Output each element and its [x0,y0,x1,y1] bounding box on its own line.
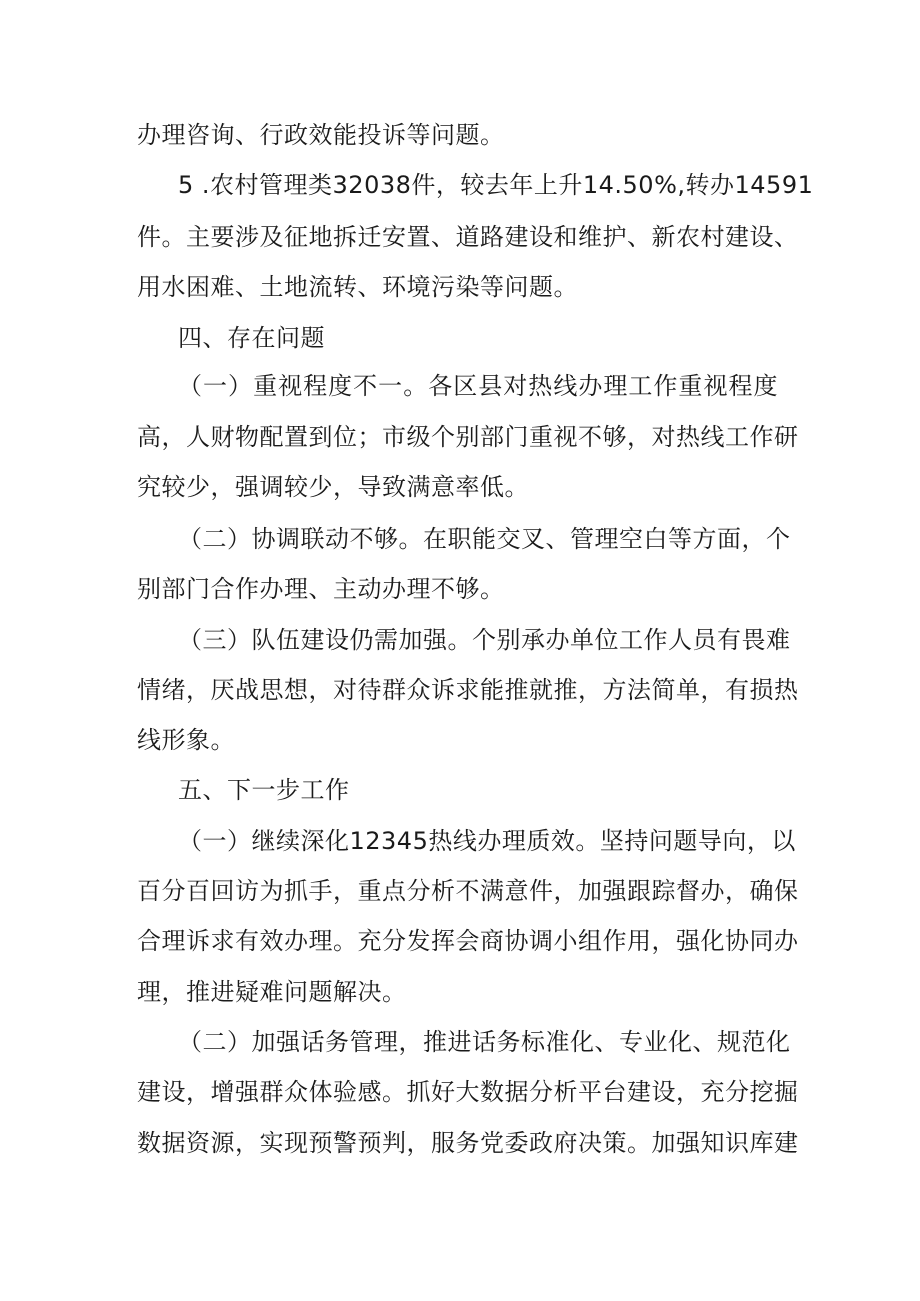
text-line: 高，人财物配置到位；市级个别部门重视不够，对热线工作研 [137,423,799,451]
text-line: （三）队伍建设仍需加强。个别承办单位工作人员有畏难 [178,626,791,654]
text-line: 用水困难、土地流转、环境污染等问题。 [137,273,578,301]
text-line: （一）继续深化12345热线办理质效。坚持问题导向，以 [178,827,796,855]
text-line: 线形象。 [137,726,235,754]
text-line: 合理诉求有效办理。充分发挥会商协调小组作用，强化协同办 [137,927,799,955]
text-line: 别部门合作办理、主动办理不够。 [137,575,505,603]
text-line: 百分百回访为抓手，重点分析不满意件，加强跟踪督办，确保 [137,877,799,905]
text-line: 件。主要涉及征地拆迁安置、道路建设和维护、新农村建设、 [137,223,799,251]
text-line: （二）协调联动不够。在职能交叉、管理空白等方面，个 [178,525,791,553]
text-line: 建设，增强群众体验感。抓好大数据分析平台建设，充分挖掘 [137,1078,799,1106]
text-line: 数据资源，实现预警预判，服务党委政府决策。加强知识库建 [137,1129,799,1157]
text-line: 情绪，厌战思想，对待群众诉求能推就推，方法简单，有损热 [137,676,799,704]
section-heading: 五、下一步工作 [178,776,350,804]
text-line: 究较少，强调较少，导致满意率低。 [137,473,529,501]
section-heading: 四、存在问题 [178,324,325,352]
text-line: 理，推进疑难问题解决。 [137,978,407,1006]
text-line: 办理咨询、行政效能投诉等问题。 [137,121,505,149]
text-line: （一）重视程度不一。各区县对热线办理工作重视程度 [178,372,778,400]
text-line: （二）加强话务管理，推进话务标准化、专业化、规范化 [178,1028,791,1056]
text-line: 5 .农村管理类32038件，较去年上升14.50%,转办14591 [178,171,814,199]
